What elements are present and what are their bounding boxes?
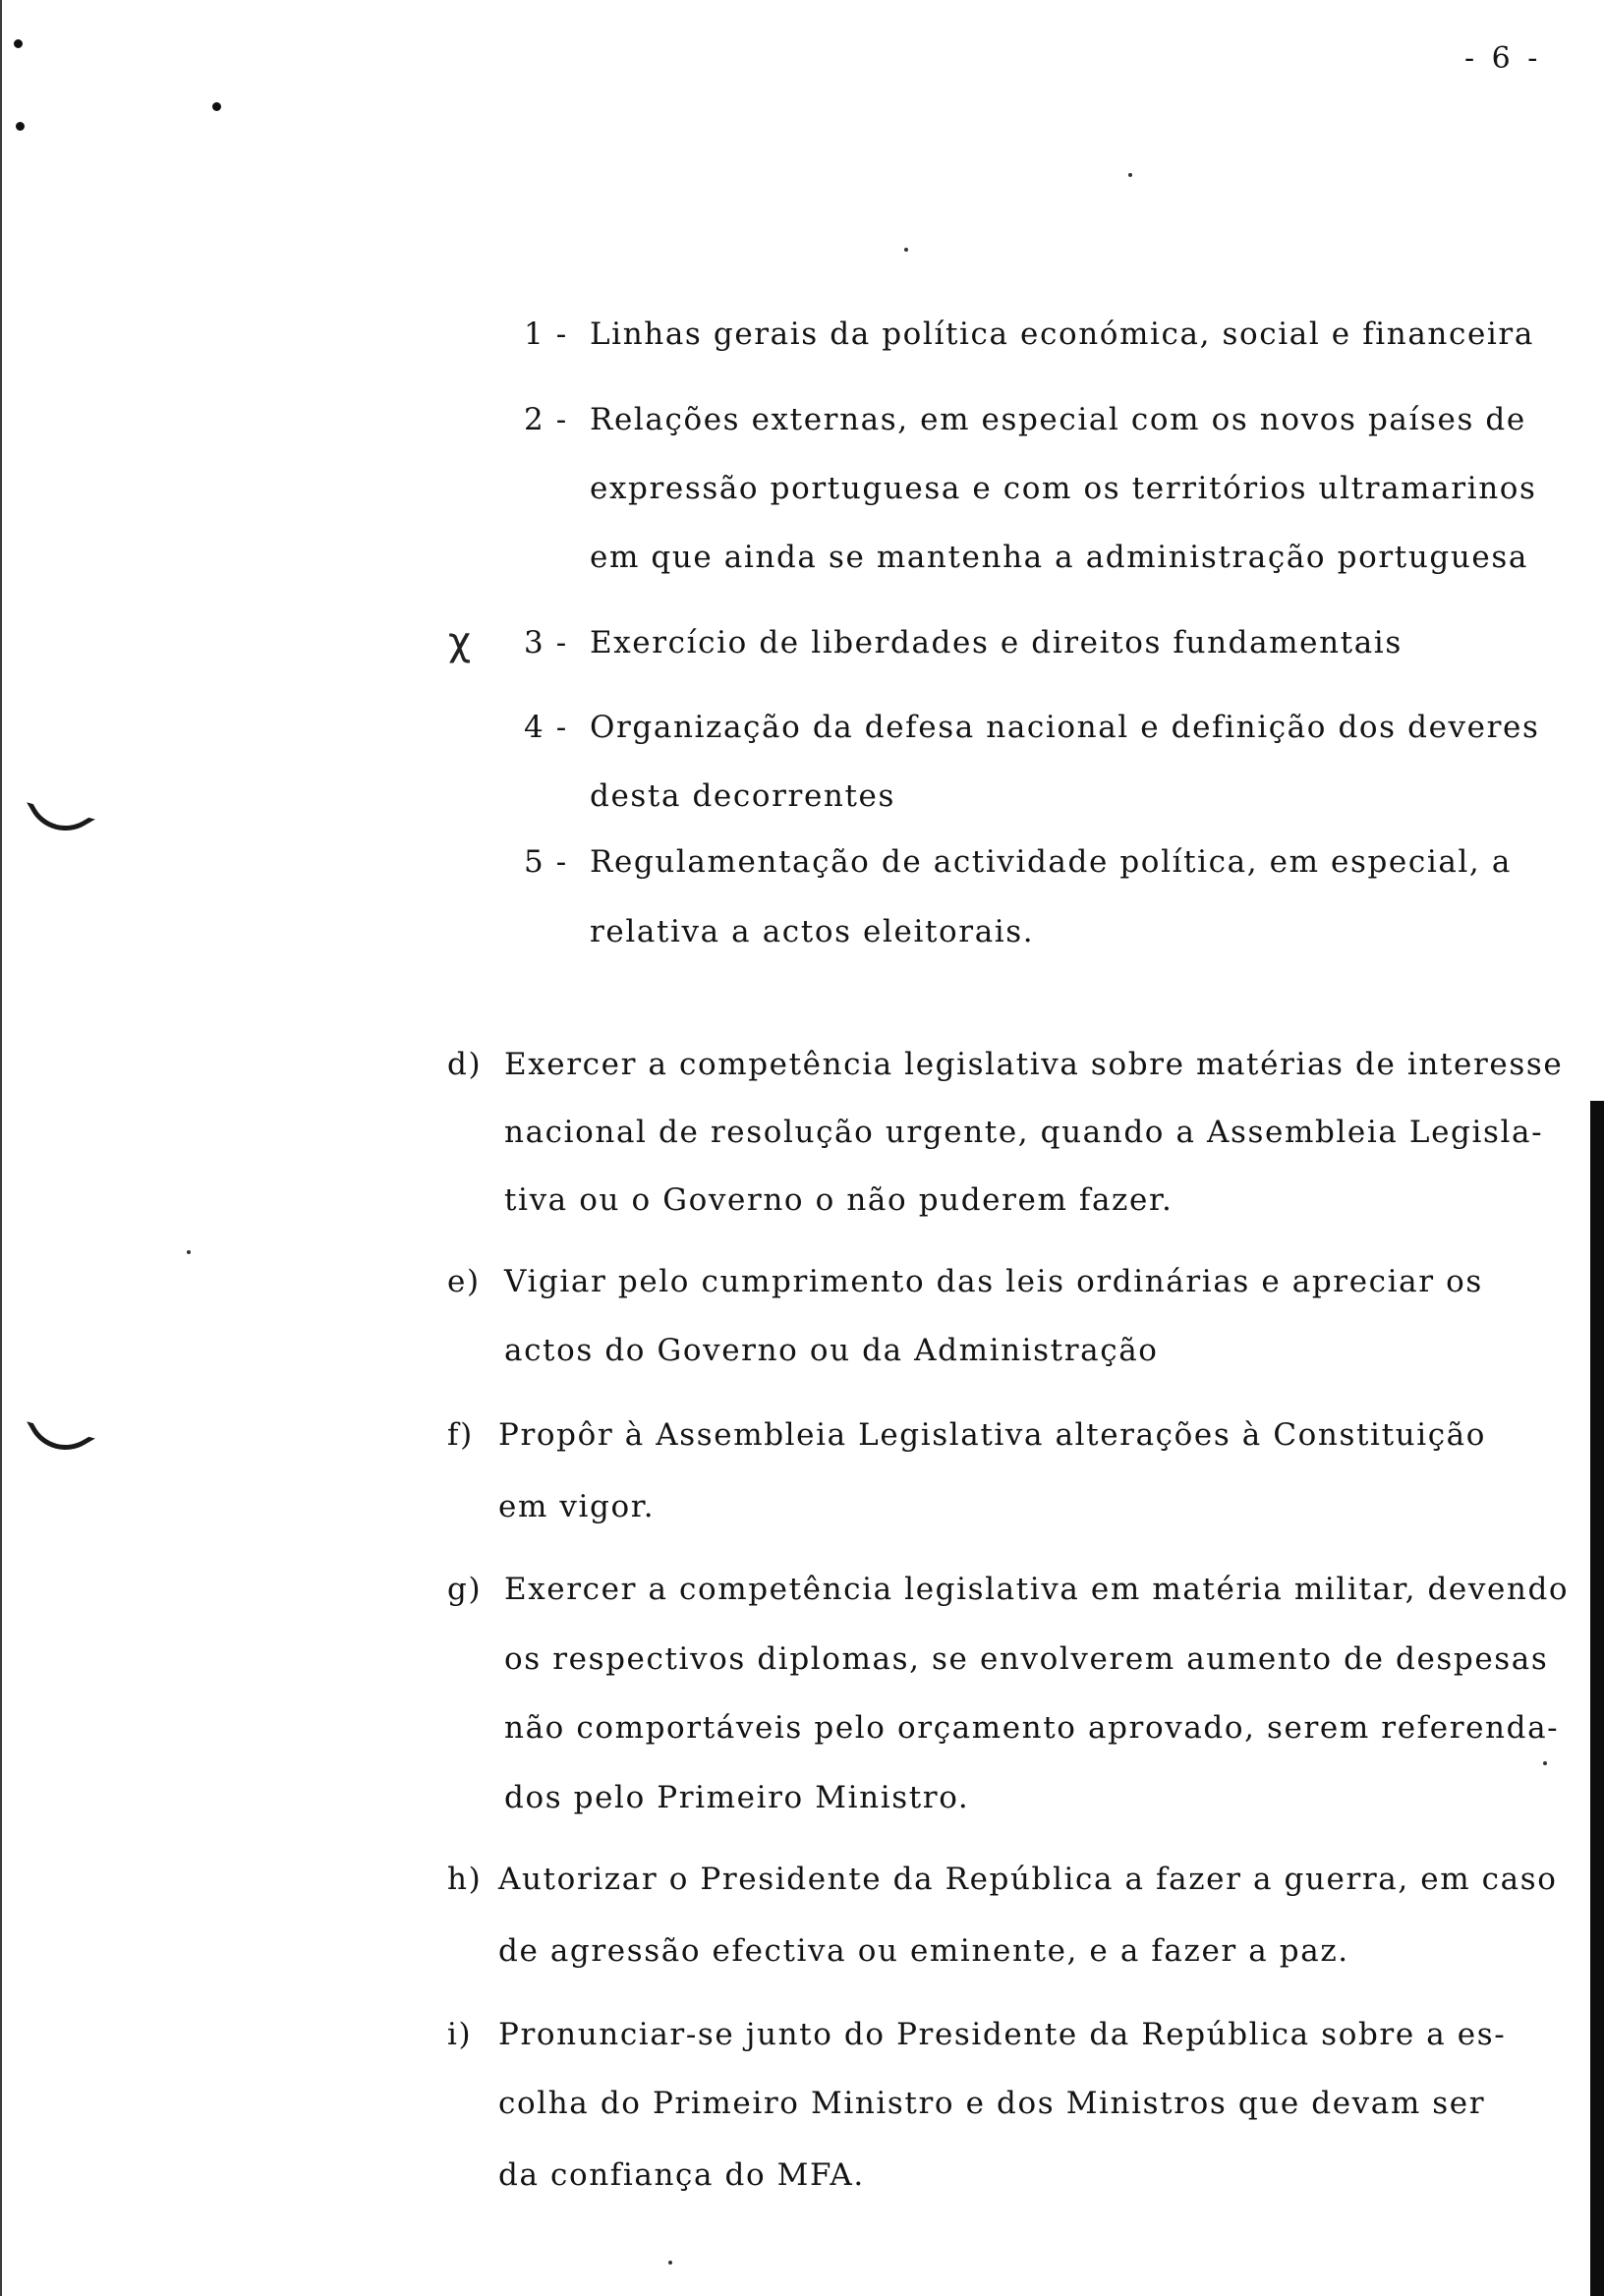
item-text-line: tiva ou o Governo o não puderem fazer.: [504, 1182, 1174, 1218]
item-text-line: colha do Primeiro Ministro e dos Ministros que devam ser: [498, 2086, 1486, 2121]
page-number: - 6 -: [1464, 41, 1542, 76]
item-text-line: desta decorrentes: [590, 778, 895, 814]
item-text-line: nacional de resolução urgente, quando a Assembleia Legisla-: [504, 1115, 1544, 1150]
item-text-line: Regulamentação de actividade política, em especial, a: [590, 844, 1512, 880]
item-letter: g): [447, 1572, 483, 1607]
item-text-line: da confiança do MFA.: [498, 2157, 865, 2193]
item-text-line: expressão portuguesa e com os territórios ultramarinos: [590, 471, 1537, 506]
scan-shadow-bar: [1590, 1101, 1604, 2296]
item-text-line: Relações externas, em especial com os novos países de: [590, 402, 1526, 437]
scan-speck: [668, 2261, 672, 2265]
item-text-line: Propôr à Assembleia Legislativa alterações à Constituição: [498, 1417, 1487, 1453]
item-number: 3 -: [524, 625, 568, 660]
item-text-line: Autorizar o Presidente da República a fazer a guerra, em caso: [498, 1862, 1558, 1897]
item-number: 2 -: [524, 402, 568, 437]
item-letter: f): [447, 1417, 474, 1453]
item-letter: d): [447, 1047, 483, 1082]
page-edge: [0, 0, 2, 2296]
scan-speck: [1128, 173, 1132, 177]
item-text-line: Pronunciar-se junto do Presidente da República sobre a es-: [498, 2017, 1507, 2052]
handwritten-c-mark: [27, 776, 95, 844]
handwritten-c-mark: [27, 1396, 95, 1464]
item-text-line: Linhas gerais da política económica, social e financeira: [590, 316, 1534, 352]
scan-speck: [187, 1250, 191, 1254]
item-letter: i): [447, 2017, 473, 2052]
item-text-line: Vigiar pelo cumprimento das leis ordinárias e apreciar os: [504, 1264, 1483, 1299]
item-text-line: relativa a actos eleitorais.: [590, 914, 1035, 949]
item-text-line: Exercício de liberdades e direitos fundamentais: [590, 625, 1403, 660]
item-text-line: os respectivos diplomas, se envolverem aumento de despesas: [504, 1641, 1549, 1677]
item-text-line: Exercer a competência legislativa sobre matérias de interesse: [504, 1047, 1564, 1082]
item-text-line: em que ainda se mantenha a administração portuguesa: [590, 540, 1528, 575]
item-text-line: dos pelo Primeiro Ministro.: [504, 1780, 970, 1815]
item-text-line: Organização da defesa nacional e definição dos deveres: [590, 710, 1540, 745]
item-number: 1 -: [524, 316, 568, 352]
item-text-line: não comportáveis pelo orçamento aprovado, serem referenda-: [504, 1710, 1560, 1746]
item-number: 4 -: [524, 710, 568, 745]
item-number: 5 -: [524, 844, 568, 880]
scan-speck: [212, 102, 221, 111]
handwritten-x-mark: χ: [448, 619, 472, 664]
scan-speck: [14, 39, 23, 48]
scan-speck: [16, 122, 25, 131]
item-text-line: Exercer a competência legislativa em matéria militar, devendo: [504, 1572, 1570, 1607]
scan-speck: [1543, 1761, 1547, 1765]
item-text-line: actos do Governo ou da Administração: [504, 1333, 1159, 1368]
item-text-line: em vigor.: [498, 1489, 656, 1524]
item-text-line: de agressão efectiva ou eminente, e a fazer a paz.: [498, 1933, 1349, 1969]
item-letter: h): [447, 1862, 483, 1897]
scan-speck: [904, 248, 908, 252]
item-letter: e): [447, 1264, 481, 1299]
